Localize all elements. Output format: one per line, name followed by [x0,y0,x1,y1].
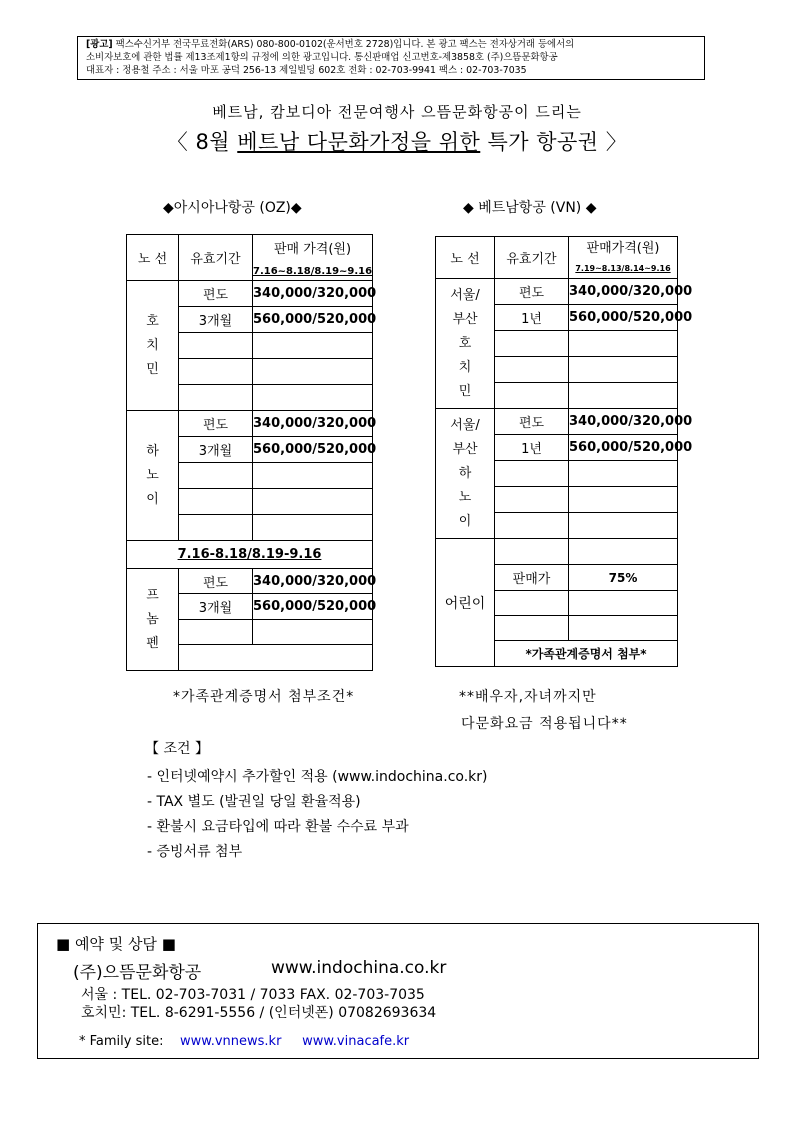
vn-hanoi-price-1: 340,000/320,000 [569,409,678,435]
oz-hanoi-validity-1: 편도 [179,411,253,437]
oz-pnh-price-1: 340,000/320,000 [253,569,373,594]
family-site-link-vnnews[interactable]: www.vnnews.kr [180,1034,282,1049]
notice-line-3: 대표자 : 정용철 주소 : 서울 마포 공덕 256-13 제일빌딩 602호 전화 : 02-703-9941 팩스 : 02-703-7035 [86,65,527,76]
oz-pnh-validity-2: 3개월 [179,594,253,620]
condition-item: - 인터넷예약시 추가할인 적용 (www.indochina.co.kr) [147,769,488,785]
vn-hcm-validity-1: 편도 [495,279,569,305]
oz-hanoi-price-1: 340,000/320,000 [253,411,373,437]
oz-pnh-validity-1: 편도 [179,569,253,594]
vn-fare-table [435,236,693,667]
condition-item: - 환불시 요금타입에 따라 환불 수수료 부과 [147,819,409,835]
ad-tag: [광고] [86,39,113,50]
conditions-title: 【 조건 】 [145,741,209,757]
family-sites [79,1034,409,1049]
vn-title: ◆ 베트남항공 (VN) ◆ [463,200,597,216]
oz-header-validity: 유효기간 [179,235,253,281]
condition-item: - 증빙서류 첨부 [147,844,243,860]
family-site-link-vinacafe[interactable]: www.vinacafe.kr [302,1034,410,1049]
vn-hanoi-validity-1: 편도 [495,409,569,435]
vn-route-hanoi: 서울/ 부산 하 노 이 [436,409,495,539]
family-site-label: * Family site: [79,1034,164,1049]
vn-child-label: 판매가 [495,565,569,591]
vn-route-child: 어린이 [436,539,495,667]
vn-hanoi-validity-2: 1년 [495,435,569,461]
company-name: (주)으뜸문화항공 [73,963,202,983]
oz-fare-table [126,234,377,671]
contact-box [37,923,759,1059]
vn-hcm-price-1: 340,000/320,000 [569,279,678,305]
hcm-contact: 호치민: TEL. 8-6291-5556 / (인터넷폰) 07082693634 [81,1005,437,1021]
ad-notice-box [77,36,705,80]
oz-pnh-period: 7.16-8.18/8.19-9.16 [177,547,322,562]
vn-child-note: *가족관계증명서 첨부* [495,641,678,667]
contact-title: ■ 예약 및 상담 ■ [56,935,176,953]
vn-header-period: 7.19~8.13/8.14~9.16 [575,263,671,273]
vn-header-validity: 유효기간 [495,237,569,279]
vn-header-route: 노 선 [436,237,495,279]
oz-hanoi-validity-2: 3개월 [179,437,253,463]
subtitle: 베트남, 캄보디아 전문여행사 으뜸문화항공이 드리는 [212,103,582,121]
oz-route-hcm: 호 치 민 [127,281,179,411]
oz-header-period: 7.16~8.18/8.19~9.16 [253,265,373,277]
notice-line-2: 소비자보호에 관한 법률 제13조제1항의 규정에 의한 광고입니다. 통신판매업 신고번호-제3858호 (주)으뜸문화항공 [86,52,558,63]
oz-route-pnh: 프 놈 펜 [127,569,179,671]
notice-line-1: [광고] 팩스수신거부 전국무료전화(ARS) 080-800-0102(운서번호 2728)입니다. 본 광고 팩스는 전자상거래 등에서의 [86,39,575,50]
vn-route-hcm: 서울/ 부산 호 치 민 [436,279,495,409]
vn-header-price: 판매가격(원) [569,237,678,257]
vn-child-value: 75% [569,565,678,591]
oz-hanoi-price-2: 560,000/520,000 [253,437,373,463]
condition-item: - TAX 별도 (발권일 당일 환율적용) [147,794,361,810]
oz-note: *가족관계증명서 첨부조건* [173,689,355,705]
oz-header-price: 판매 가격(원) [253,235,373,261]
headline: 〈 8월 베트남 다문화가정을 위한 특가 항공권 〉 [166,130,628,154]
oz-hcm-price-2: 560,000/520,000 [253,307,373,333]
oz-hcm-validity-1: 편도 [179,281,253,307]
oz-route-hanoi: 하 노 이 [127,411,179,541]
vn-hcm-price-2: 560,000/520,000 [569,305,678,331]
vn-hanoi-price-2: 560,000/520,000 [569,435,678,461]
company-website[interactable]: www.indochina.co.kr [271,958,447,978]
oz-hcm-validity-2: 3개월 [179,307,253,333]
vn-note-1: **배우자,자녀까지만 [459,689,597,705]
oz-title: ◆아시아나항공 (OZ)◆ [163,200,302,216]
vn-note-2: 다문화요금 적용됩니다** [461,716,628,732]
oz-hcm-price-1: 340,000/320,000 [253,281,373,307]
seoul-contact: 서울 : TEL. 02-703-7031 / 7033 FAX. 02-703-7035 [81,987,425,1003]
vn-hcm-validity-2: 1년 [495,305,569,331]
oz-header-route: 노 선 [127,235,179,281]
oz-pnh-price-2: 560,000/520,000 [253,594,373,620]
